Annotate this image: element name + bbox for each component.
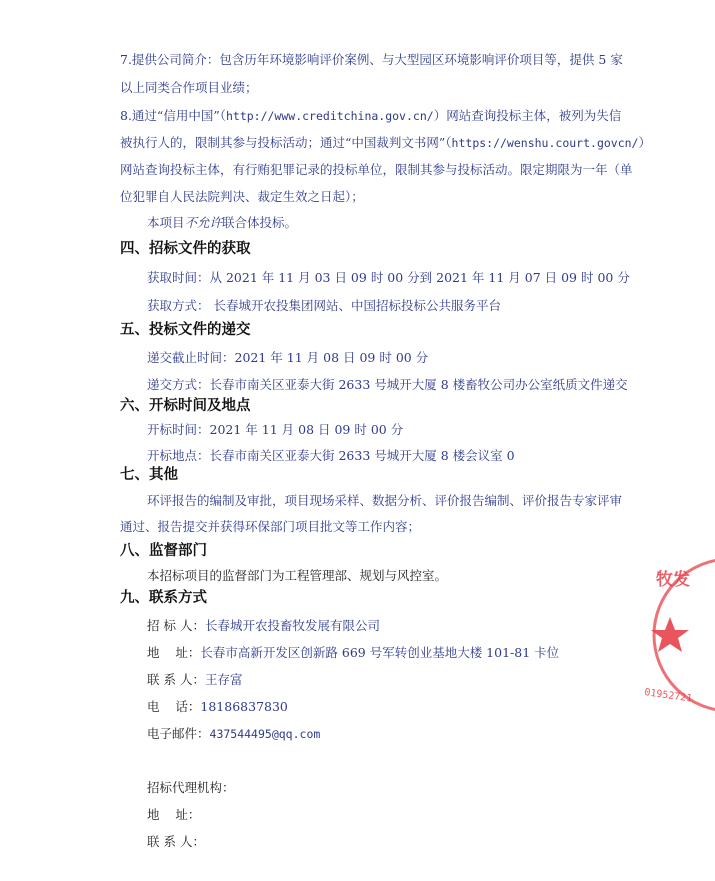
joint-bid-text-b: 联合体投标。 — [222, 215, 298, 230]
agency-label: 招标代理机构： — [147, 780, 235, 795]
contact-row — [147, 672, 242, 688]
joint-bid-line — [147, 215, 297, 231]
section-7-heading: 七、其他 — [120, 467, 178, 483]
section-6-heading: 六、开标时间及地点 — [120, 398, 251, 414]
agency-address-label: 地 址： — [147, 807, 201, 822]
section-9-heading: 九、联系方式 — [120, 590, 207, 606]
phone-label: 电 话： — [147, 699, 201, 714]
agency-contact-label: 联 系 人： — [147, 834, 205, 849]
seal-star-icon — [651, 617, 689, 652]
contact-value: 王存富 — [204, 672, 243, 687]
item-8-text-d: ） — [638, 135, 651, 150]
item-8-line-1 — [120, 108, 621, 124]
section-4-heading: 四、招标文件的获取 — [120, 241, 251, 257]
tenderer-value: 长春城开农投畜牧发展有限公司 — [204, 618, 380, 633]
item-7-line-1: 7.提供公司简介：包含历年环境影响评价案例、与大型园区环境影响评价项目等，提供 5 家 — [120, 52, 623, 67]
seal-graphic — [640, 555, 715, 715]
s4-method: 获取方式： 长春城开农投集团网站、中国招标投标公共服务平台 — [147, 298, 501, 313]
address-row — [147, 645, 559, 661]
s5-deadline: 递交截止时间：2021 年 11 月 08 日 09 时 00 分 — [147, 350, 429, 365]
tenderer-label: 招 标 人： — [147, 618, 205, 633]
s5-method: 递交方式：长春市南关区亚泰大街 2633 号城开大厦 8 楼畜牧公司办公室纸质文件递交 — [147, 377, 628, 392]
tenderer-row — [147, 618, 380, 634]
email-value: 437544495@qq.com — [209, 727, 321, 741]
wenshu-url: https://wenshu.court.govcn/ — [451, 136, 639, 150]
phone-value: 18186837830 — [200, 699, 288, 714]
email-row — [147, 726, 320, 742]
s7-line-1: 环评报告的编制及审批，项目现场采样、数据分析、评价报告编制、评价报告专家评审 — [147, 493, 623, 508]
s6-time: 开标时间：2021 年 11 月 08 日 09 时 00 分 — [147, 422, 404, 437]
section-5-heading: 五、投标文件的递交 — [120, 322, 251, 338]
joint-bid-text-a: 本项目 — [147, 215, 185, 230]
item-8-text-a: 8.通过“信用中国”（ — [120, 108, 226, 123]
s4-time: 获取时间：从 2021 年 11 月 03 日 09 时 00 分到 2021 年 11 月 07 日 09 时 00 分 — [147, 270, 630, 285]
contact-label: 联 系 人： — [147, 672, 205, 687]
item-8-text-b: ）网站查询投标主体，被列为失信 — [433, 108, 622, 123]
s6-place: 开标地点：长春市南关区亚泰大街 2633 号城开大厦 8 楼会议室 0 — [147, 448, 515, 463]
joint-bid-not-allowed: 不允许 — [184, 215, 223, 230]
item-8-line-2 — [120, 135, 651, 151]
item-8-text-c: 被执行人的，限制其参与投标活动；通过“中国裁判文书网”（ — [120, 135, 452, 150]
address-value: 长春市高新开发区创新路 669 号军转创业基地大楼 101-81 卡位 — [200, 645, 560, 660]
phone-row — [147, 699, 288, 715]
item-8-line-3: 网站查询投标主体，有行贿犯罪记录的投标单位，限制其参与投标活动。限定期限为一年（单 — [120, 162, 633, 177]
company-seal — [640, 555, 715, 715]
section-8-heading: 八、监督部门 — [120, 543, 207, 559]
seal-number: 01952721 — [643, 687, 693, 705]
seal-text: 牧发 — [656, 570, 690, 590]
s7-line-2: 通过、报告提交并获得环保部门项目批文等工作内容； — [120, 519, 421, 534]
address-label: 地 址： — [147, 645, 201, 660]
s8-text: 本招标项目的监督部门为工程管理部、规划与风控室。 — [147, 568, 448, 583]
item-7-line-2: 以上同类合作项目业绩； — [120, 80, 258, 95]
email-label: 电子邮件： — [147, 726, 210, 741]
creditchina-url: http://www.creditchina.gov.cn/ — [225, 109, 434, 123]
item-8-line-4: 位犯罪自人民法院判决、裁定生效之日起）； — [120, 189, 364, 204]
